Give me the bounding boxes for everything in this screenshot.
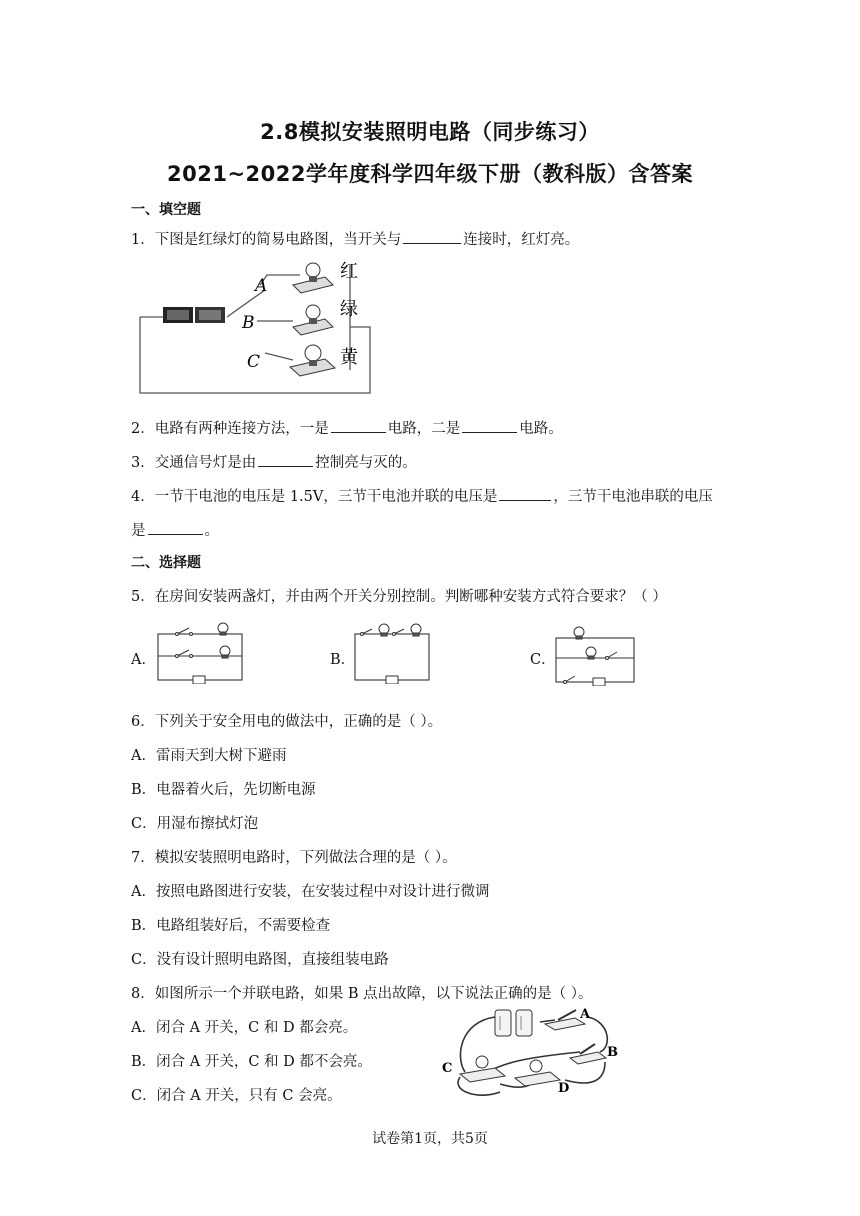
question-5: 5．在房间安装两盏灯，并由两个开关分别控制。判断哪种安装方式符合要求？（ ） — [131, 589, 667, 605]
switch-b-icon — [570, 1044, 606, 1064]
q5-option-a[interactable]: A． — [131, 652, 156, 668]
question-8: 8．如图所示一个并联电路，如果 B 点出故障，以下说法正确的是（ ）。 — [131, 986, 593, 1002]
q6-option-c[interactable]: C．用湿布擦拭灯泡 — [131, 816, 259, 832]
traffic-light-circuit-figure — [135, 255, 380, 400]
q6-option-a[interactable]: A．雷雨天到大树下避雨 — [131, 748, 287, 764]
q7-option-a[interactable]: A．按照电路图进行安装，在安装过程中对设计进行微调 — [131, 884, 490, 900]
q7-option-b[interactable]: B．电路组装好后，不需要检查 — [131, 918, 331, 934]
question-2: 2．电路有两种连接方法，一是 电路，二是 电路。 — [131, 417, 563, 438]
label-yellow: 黄 — [340, 347, 358, 368]
answer-blank[interactable] — [403, 229, 461, 244]
label-c: C — [442, 1061, 453, 1076]
answer-blank[interactable] — [331, 418, 386, 433]
section-fill-blank: 一、填空题 — [131, 202, 201, 218]
q6-option-b[interactable]: B．电器着火后，先切断电源 — [131, 782, 316, 798]
question-6: 6．下列关于安全用电的做法中，正确的是（ ）。 — [131, 714, 443, 730]
lamp-green-icon — [293, 305, 333, 335]
q1-text: 1．下图是红绿灯的简易电路图，当开关与 — [131, 232, 402, 248]
lamp-red-icon — [293, 263, 333, 293]
battery-icon — [495, 1010, 532, 1036]
label-c: C — [247, 352, 261, 372]
parallel-circuit-figure — [440, 1002, 625, 1102]
page-footer: 试卷第1页，共5页 — [372, 1131, 488, 1147]
circuit-option-c-figure — [553, 622, 639, 686]
question-4-cont: 是 。 — [131, 519, 219, 540]
question-4: 4．一节干电池的电压是 1.5V，三节干电池并联的电压是 ，三节干电池串联的电压 — [131, 485, 713, 506]
question-7: 7．模拟安装照明电路时，下列做法合理的是（ ）。 — [131, 850, 457, 866]
label-b: B — [242, 313, 255, 333]
question-1 — [131, 228, 579, 249]
q7-option-c[interactable]: C．没有设计照明电路图，直接组装电路 — [131, 952, 389, 968]
answer-blank[interactable] — [462, 418, 517, 433]
label-a: A — [580, 1007, 591, 1022]
q5-option-b[interactable]: B． — [330, 652, 356, 668]
circuit-option-a-figure — [155, 622, 247, 684]
lamp-yellow-icon — [290, 345, 335, 376]
question-3: 3．交通信号灯是由 控制亮与灭的。 — [131, 451, 417, 472]
lamp-c-icon — [460, 1056, 505, 1082]
q8-option-b[interactable]: B．闭合 A 开关，C 和 D 都不会亮。 — [131, 1054, 372, 1070]
q8-option-a[interactable]: A．闭合 A 开关，C 和 D 都会亮。 — [131, 1020, 358, 1036]
answer-blank[interactable] — [499, 486, 551, 501]
battery-icon — [163, 307, 225, 323]
q1-text-end: 连接时，红灯亮。 — [463, 232, 580, 248]
q5-option-c[interactable]: C． — [530, 652, 556, 668]
q8-option-c[interactable]: C．闭合 A 开关，只有 C 会亮。 — [131, 1088, 342, 1104]
lamp-d-icon — [515, 1060, 560, 1086]
answer-blank[interactable] — [148, 520, 203, 535]
circuit-option-b-figure — [352, 620, 434, 684]
label-red: 红 — [340, 261, 358, 282]
label-green: 绿 — [340, 299, 358, 320]
title-line-2: 2021~2022学年度科学四年级下册（教科版）含答案 — [167, 162, 693, 186]
answer-blank[interactable] — [258, 452, 313, 467]
label-d: D — [558, 1081, 570, 1096]
label-a: A — [255, 276, 268, 296]
title-line-1: 2.8模拟安装照明电路（同步练习） — [260, 120, 600, 144]
label-b: B — [607, 1045, 618, 1060]
section-choice: 二、选择题 — [131, 555, 201, 571]
